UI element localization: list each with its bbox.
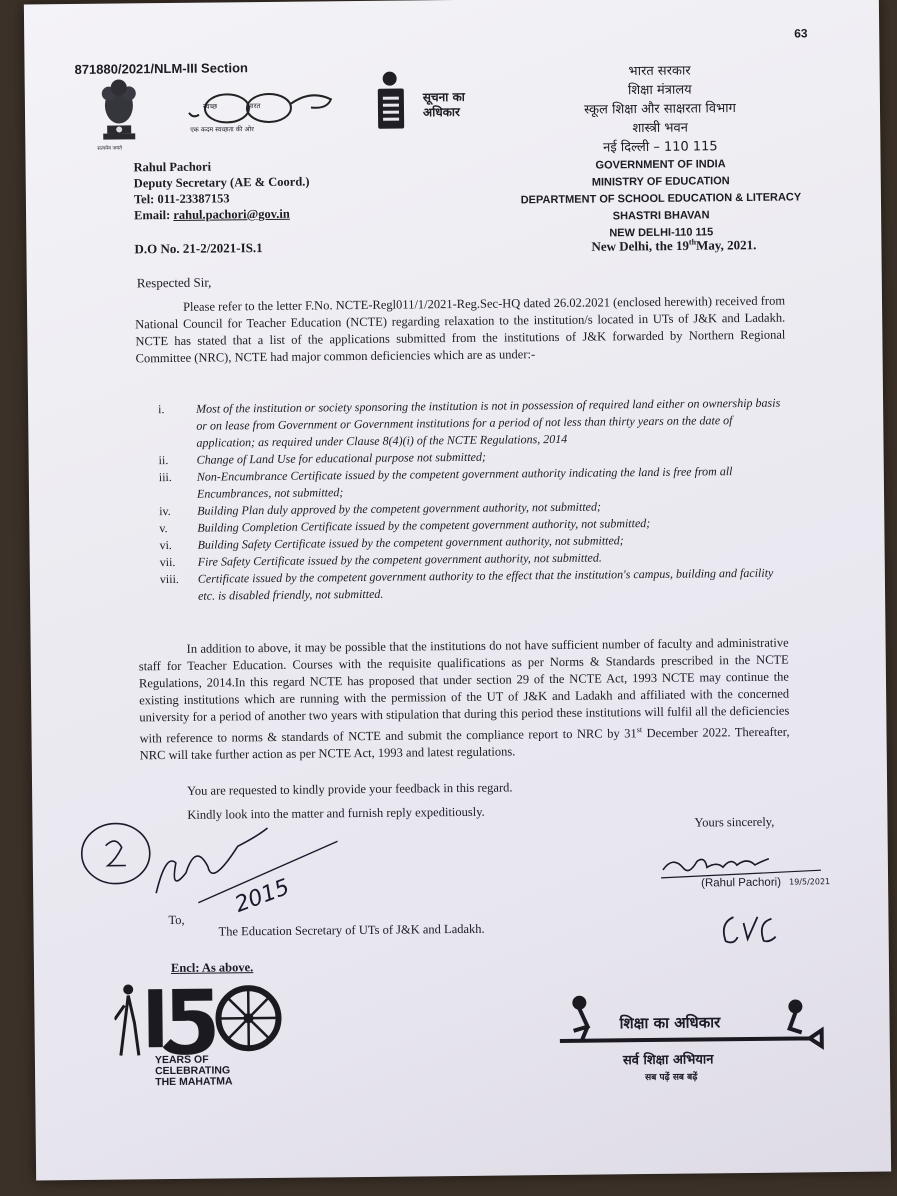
item-num: vii. bbox=[159, 554, 176, 570]
item-text: Change of Land Use for educational purpose not submitted; bbox=[196, 449, 487, 467]
paragraph-2 bbox=[139, 635, 790, 765]
swachh-word: स्वच्छ bbox=[202, 102, 218, 111]
item-num: i. bbox=[158, 402, 165, 417]
item-num: iii. bbox=[158, 469, 172, 485]
office-en-0: GOVERNMENT OF INDIA bbox=[595, 158, 726, 172]
gandhi-line-2: THE MAHATMA bbox=[155, 1075, 233, 1089]
rti-line2: अधिकार bbox=[422, 104, 460, 120]
addressee: The Education Secretary of UTs of J&K and Ladakh. bbox=[218, 921, 485, 939]
item-num: v. bbox=[159, 521, 168, 536]
deficiency-list bbox=[158, 395, 788, 606]
handwritten-cc-icon bbox=[713, 909, 783, 950]
paragraph-4: Kindly look into the matter and furnish reply expeditiously. bbox=[187, 804, 485, 822]
paragraph-1: Please refer to the letter F.No. NCTE-Regl011/1/2021-Reg.Sec-HQ dated 26.02.2021 (enclosed herewith) received from National Council for Teacher Education (NCTE) regarding relaxation to the institution/s located in UTs of J&K and Ladakh. NCTE has stated that a list of the applications submitted from the institutions of J&K forwarded by Northern Regional Committee (NRC), NCTE had major common deficiencies which are as under:- bbox=[135, 293, 786, 366]
office-hi-1: शिक्षा मंत्रालय bbox=[627, 82, 692, 99]
swachh-tagline: एक कदम स्वच्छता की ओर bbox=[190, 125, 254, 134]
letter-date bbox=[591, 237, 756, 255]
item-text: Most of the institution or society sponsoring the institution is not in possession of required land either on ownership basis or on lease from Government or Government institutions for a period of not less than thirty years on the date of application; as required under Clause 8(4)(i) of the NCTE Regulations, 2014 bbox=[196, 395, 781, 450]
office-en-2: DEPARTMENT OF SCHOOL EDUCATION & LITERACY bbox=[520, 191, 802, 207]
ssa-subtitle: सर्व शिक्षा अभियान bbox=[622, 1052, 714, 1069]
national-emblem-icon bbox=[93, 75, 146, 154]
closing: Yours sincerely, bbox=[694, 814, 775, 830]
item-text: Non-Encumbrance Certificate issued by the competent government authority indicating the land is free from all Encumbrances, not submitted; bbox=[196, 464, 733, 501]
sender-email-link[interactable]: rahul.pachori@gov.in bbox=[173, 206, 290, 222]
item-num: viii. bbox=[159, 571, 179, 587]
office-hi-0: भारत सरकार bbox=[628, 63, 691, 80]
office-en-1: MINISTRY OF EDUCATION bbox=[591, 175, 730, 189]
item-text: Certificate issued by the competent government authority to the effect that the institution's campus, building and facility etc. is disabled friendly, not submitted. bbox=[197, 565, 774, 603]
item-text: Building Safety Certificate issued by the competent government authority, not submitted; bbox=[197, 533, 624, 552]
office-hi-4: नई दिल्ली – 110 115 bbox=[603, 139, 718, 156]
office-hi-3: शास्त्री भवन bbox=[632, 120, 689, 137]
date-suffix: May, 2021. bbox=[695, 237, 757, 253]
salutation: Respected Sir, bbox=[136, 274, 212, 291]
para2-part-b: December 2022. Thereafter, NRC will take further action as per NCTE Act, 1993 and latest regulations. bbox=[139, 724, 790, 763]
handwritten-annotation-icon bbox=[77, 811, 338, 924]
list-item bbox=[158, 395, 786, 453]
rti-label bbox=[423, 90, 465, 120]
svg-text:19/5/2021: 19/5/2021 bbox=[789, 877, 831, 887]
file-reference: 871880/2021/NLM-III Section bbox=[74, 60, 249, 77]
ssa-title: शिक्षा का अधिकार bbox=[619, 1013, 721, 1033]
emblem-caption: सत्यमेव जयते bbox=[97, 145, 122, 152]
to-label: To, bbox=[168, 912, 185, 928]
para2-part-a: In addition to above, it may be possible that the institutions do not have sufficient number of faculty and administrative staff for Teacher Education. Courses with the requisite qualifications as per Norms & Standards prescribed in the NCTE Regulations, 2014.In this regard NCTE has proposed that under section 29 of the NCTE Act, 1993 NCTE may continue the existing institutions which are running with the permission of the UT of J&K and Ladakh and affiliated with the concerned university for a period of another two years with stipulation that during this period these institutions will fulfil all the deficiencies with reference to norms & standards of NCTE and submit the compliance report to NRC by 31 bbox=[138, 635, 790, 746]
item-num: iv. bbox=[159, 503, 171, 519]
office-en-3: SHASTRI BHAVAN bbox=[612, 209, 710, 223]
item-text: Building Completion Certificate issued by the competent government authority, not submitted; bbox=[197, 515, 651, 535]
sender-block bbox=[133, 158, 309, 224]
svg-text:2015: 2015 bbox=[231, 874, 293, 918]
paragraph-3: You are requested to kindly provide your feedback in this regard. bbox=[187, 780, 513, 798]
sender-designation: Deputy Secretary (AE & Coord.) bbox=[133, 174, 310, 191]
office-address bbox=[495, 60, 827, 243]
gandhi-line-0: YEARS OF bbox=[154, 1053, 209, 1067]
item-num: vi. bbox=[159, 537, 172, 553]
bharat-word: भारत bbox=[246, 102, 261, 111]
item-text: Building Plan duly approved by the competent government authority, not submitted; bbox=[197, 499, 602, 518]
rti-line1: सूचना का bbox=[422, 89, 465, 105]
item-num: ii. bbox=[158, 453, 169, 468]
office-hi-2: स्कूल शिक्षा और साक्षरता विभाग bbox=[583, 101, 737, 118]
para2-sup: st bbox=[636, 725, 643, 735]
office-en-4: NEW DELHI-110 115 bbox=[609, 226, 714, 240]
enclosure: Encl: As above. bbox=[170, 960, 254, 976]
sender-tel: Tel: 011-23387153 bbox=[133, 191, 230, 207]
item-text: Fire Safety Certificate issued by the competent government authority, not submitted. bbox=[197, 550, 602, 569]
sender-email-line bbox=[134, 206, 310, 224]
list-item bbox=[160, 565, 788, 606]
gandhi-150-text bbox=[155, 1054, 233, 1088]
signature-icon bbox=[661, 838, 832, 910]
date-sup: th bbox=[688, 237, 697, 247]
sender-name: Rahul Pachori bbox=[133, 159, 212, 175]
gandhi-line-1: CELEBRATING bbox=[154, 1064, 231, 1078]
signatory-name: (Rahul Pachori) bbox=[701, 876, 782, 890]
ssa-tagline: सब पढ़ें सब बढ़ें bbox=[645, 1072, 698, 1084]
letter-page bbox=[24, 0, 891, 1180]
email-label: Email: bbox=[134, 207, 174, 223]
do-number: D.O No. 21-2/2021-IS.1 bbox=[134, 240, 263, 257]
date-prefix: New Delhi, the 19 bbox=[591, 237, 690, 254]
page-number: 63 bbox=[794, 26, 808, 41]
